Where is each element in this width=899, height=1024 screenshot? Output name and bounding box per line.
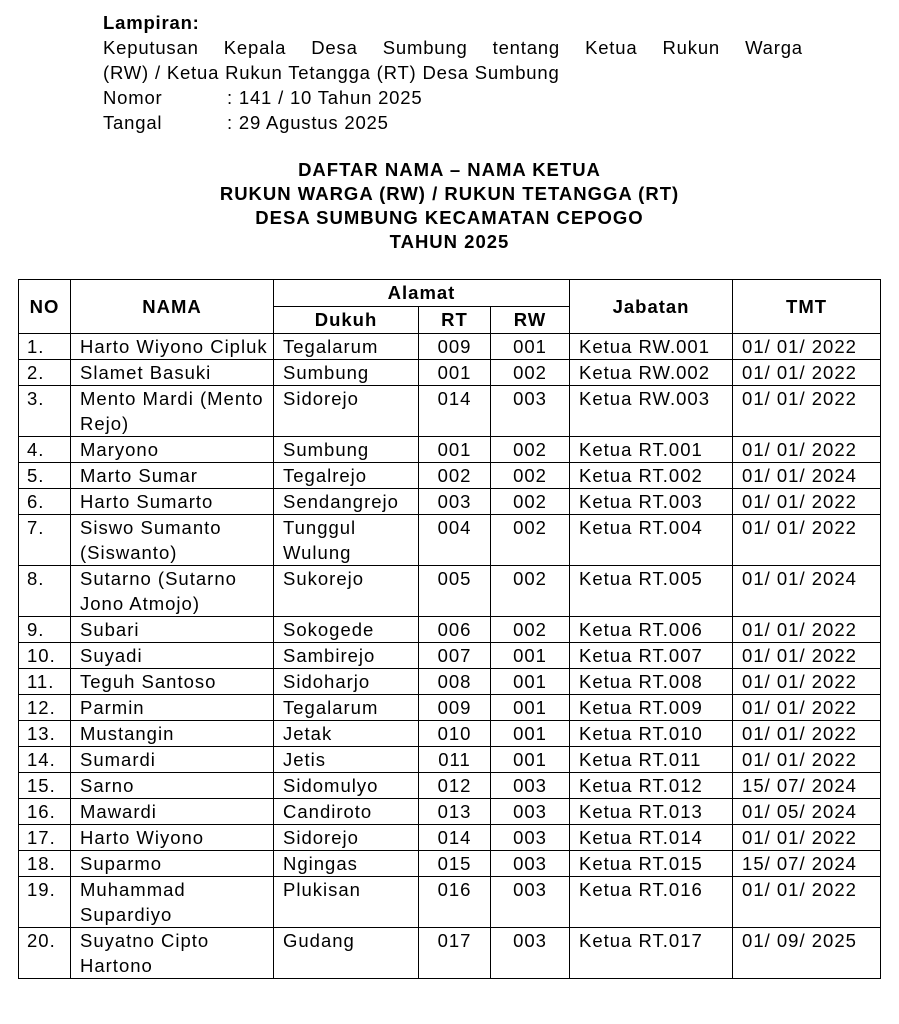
dukuh-cell: Plukisan	[274, 877, 419, 928]
table-row	[19, 747, 881, 773]
jabatan-cell: Ketua RT.011	[570, 747, 733, 773]
jabatan-cell: Ketua RT.014	[570, 825, 733, 851]
nomor-key: Nomor	[103, 87, 163, 108]
jabatan-cell: Ketua RT.007	[570, 643, 733, 669]
nama-cell: Harto Wiyono	[71, 825, 274, 851]
tmt-cell: 01/ 01/ 2022	[733, 877, 881, 928]
no-cell: 1.	[19, 334, 71, 360]
jabatan-cell: Ketua RW.002	[570, 360, 733, 386]
dukuh-cell: Sidoharjo	[274, 669, 419, 695]
table-row	[19, 463, 881, 489]
jabatan-cell: Ketua RW.003	[570, 386, 733, 437]
col-rt-header: RT	[419, 307, 491, 334]
nama-cell: Muhammad Supardiyo	[71, 877, 274, 928]
tmt-cell: 01/ 01/ 2022	[733, 489, 881, 515]
no-cell: 17.	[19, 825, 71, 851]
dukuh-cell: Sumbung	[274, 360, 419, 386]
rw-cell: 003	[491, 799, 570, 825]
dukuh-cell: Tegalarum	[274, 334, 419, 360]
table-row	[19, 669, 881, 695]
rw-cell: 001	[491, 643, 570, 669]
title-line-4: TAHUN 2025	[389, 231, 510, 252]
rt-cell: 010	[419, 721, 491, 747]
rw-cell: 003	[491, 928, 570, 979]
rt-cell: 001	[419, 437, 491, 463]
table-row	[19, 695, 881, 721]
keputusan-word: Warga	[745, 37, 803, 58]
tmt-cell: 01/ 05/ 2024	[733, 799, 881, 825]
nama-cell: Sutarno (Sutarno Jono Atmojo)	[71, 566, 274, 617]
no-cell: 10.	[19, 643, 71, 669]
tmt-cell: 01/ 01/ 2022	[733, 515, 881, 566]
tmt-cell: 01/ 01/ 2022	[733, 334, 881, 360]
jabatan-cell: Ketua RT.004	[570, 515, 733, 566]
header-row	[19, 280, 881, 307]
no-cell: 3.	[19, 386, 71, 437]
table-row	[19, 437, 881, 463]
rt-cell: 015	[419, 851, 491, 877]
title-line-1: DAFTAR NAMA – NAMA KETUA	[298, 159, 601, 180]
tmt-cell: 01/ 01/ 2022	[733, 825, 881, 851]
dukuh-cell: Sukorejo	[274, 566, 419, 617]
rw-cell: 002	[491, 566, 570, 617]
keputusan-word: tentang	[492, 37, 560, 58]
nama-cell: Mustangin	[71, 721, 274, 747]
tmt-cell: 01/ 01/ 2022	[733, 695, 881, 721]
rw-cell: 003	[491, 825, 570, 851]
rt-cell: 009	[419, 695, 491, 721]
dukuh-cell: Ngingas	[274, 851, 419, 877]
jabatan-cell: Ketua RT.009	[570, 695, 733, 721]
nama-cell: Sarno	[71, 773, 274, 799]
nama-cell: Mento Mardi (Mento Rejo)	[71, 386, 274, 437]
dukuh-cell: Sumbung	[274, 437, 419, 463]
table-row	[19, 386, 881, 437]
keputusan-line	[103, 35, 803, 60]
no-cell: 18.	[19, 851, 71, 877]
nama-cell: Harto Sumarto	[71, 489, 274, 515]
jabatan-cell: Ketua RT.012	[570, 773, 733, 799]
no-cell: 19.	[19, 877, 71, 928]
rw-cell: 001	[491, 695, 570, 721]
tmt-cell: 01/ 01/ 2022	[733, 617, 881, 643]
document-header	[103, 10, 803, 135]
rw-cell: 001	[491, 747, 570, 773]
dukuh-cell: Sidorejo	[274, 386, 419, 437]
title-line-3: DESA SUMBUNG KECAMATAN CEPOGO	[255, 207, 644, 228]
table-row	[19, 799, 881, 825]
rt-cell: 016	[419, 877, 491, 928]
table-row	[19, 928, 881, 979]
no-cell: 5.	[19, 463, 71, 489]
table-row	[19, 825, 881, 851]
nama-cell: Harto Wiyono Cipluk	[71, 334, 274, 360]
dukuh-cell: Tunggul Wulung	[274, 515, 419, 566]
dukuh-cell: Sidomulyo	[274, 773, 419, 799]
nama-cell: Marto Sumar	[71, 463, 274, 489]
col-jabatan-header: Jabatan	[570, 280, 733, 334]
rw-cell: 001	[491, 721, 570, 747]
tmt-cell: 01/ 09/ 2025	[733, 928, 881, 979]
nama-cell: Teguh Santoso	[71, 669, 274, 695]
rw-cell: 001	[491, 669, 570, 695]
no-cell: 15.	[19, 773, 71, 799]
rw-cell: 001	[491, 334, 570, 360]
rw-cell: 003	[491, 851, 570, 877]
keputusan-word: Rukun	[662, 37, 720, 58]
dukuh-cell: Candiroto	[274, 799, 419, 825]
keputusan-word: Keputusan	[103, 37, 199, 58]
ketua-table	[18, 279, 881, 979]
table-row	[19, 773, 881, 799]
jabatan-cell: Ketua RT.017	[570, 928, 733, 979]
nama-cell: Suyadi	[71, 643, 274, 669]
document-title	[0, 158, 899, 254]
rt-cell: 006	[419, 617, 491, 643]
jabatan-cell: Ketua RT.003	[570, 489, 733, 515]
tmt-cell: 01/ 01/ 2022	[733, 643, 881, 669]
rt-cell: 004	[419, 515, 491, 566]
nama-cell: Suparmo	[71, 851, 274, 877]
rt-cell: 002	[419, 463, 491, 489]
rt-cell: 003	[419, 489, 491, 515]
jabatan-cell: Ketua RT.005	[570, 566, 733, 617]
jabatan-cell: Ketua RW.001	[570, 334, 733, 360]
jabatan-cell: Ketua RT.008	[570, 669, 733, 695]
col-dukuh-header: Dukuh	[274, 307, 419, 334]
rt-cell: 007	[419, 643, 491, 669]
nama-cell: Suyatno Cipto Hartono	[71, 928, 274, 979]
rw-cell: 002	[491, 515, 570, 566]
rw-cell: 002	[491, 617, 570, 643]
rw-cell: 003	[491, 877, 570, 928]
rw-cell: 002	[491, 437, 570, 463]
jabatan-cell: Ketua RT.006	[570, 617, 733, 643]
col-tmt-header: TMT	[733, 280, 881, 334]
rt-cell: 009	[419, 334, 491, 360]
rt-cell: 011	[419, 747, 491, 773]
rt-cell: 008	[419, 669, 491, 695]
jabatan-cell: Ketua RT.016	[570, 877, 733, 928]
title-line-2: RUKUN WARGA (RW) / RUKUN TETANGGA (RT)	[219, 183, 680, 204]
tangal-line	[103, 110, 803, 135]
col-nama-header: NAMA	[71, 280, 274, 334]
table-row	[19, 617, 881, 643]
tangal-key: Tangal	[103, 112, 163, 133]
table-row	[19, 515, 881, 566]
no-cell: 12.	[19, 695, 71, 721]
col-no-header: NO	[19, 280, 71, 334]
rw-cell: 003	[491, 773, 570, 799]
rw-cell: 002	[491, 463, 570, 489]
no-cell: 2.	[19, 360, 71, 386]
nama-cell: Mawardi	[71, 799, 274, 825]
no-cell: 13.	[19, 721, 71, 747]
rt-cell: 017	[419, 928, 491, 979]
tmt-cell: 01/ 01/ 2022	[733, 721, 881, 747]
dukuh-cell: Jetak	[274, 721, 419, 747]
keputusan-word: Desa	[311, 37, 358, 58]
no-cell: 6.	[19, 489, 71, 515]
keputusan-word: Kepala	[223, 37, 287, 58]
jabatan-cell: Ketua RT.001	[570, 437, 733, 463]
nama-cell: Sumardi	[71, 747, 274, 773]
rw-cell: 002	[491, 489, 570, 515]
table-row	[19, 851, 881, 877]
tmt-cell: 01/ 01/ 2022	[733, 747, 881, 773]
rt-cell: 014	[419, 386, 491, 437]
lampiran-label: Lampiran:	[103, 12, 200, 33]
nomor-line	[103, 85, 803, 110]
jabatan-cell: Ketua RT.013	[570, 799, 733, 825]
dukuh-cell: Tegalarum	[274, 695, 419, 721]
no-cell: 8.	[19, 566, 71, 617]
col-rw-header: RW	[491, 307, 570, 334]
jabatan-cell: Ketua RT.015	[570, 851, 733, 877]
no-cell: 14.	[19, 747, 71, 773]
dukuh-cell: Tegalrejo	[274, 463, 419, 489]
dukuh-cell: Sokogede	[274, 617, 419, 643]
tmt-cell: 15/ 07/ 2024	[733, 773, 881, 799]
tmt-cell: 01/ 01/ 2024	[733, 463, 881, 489]
dukuh-cell: Sambirejo	[274, 643, 419, 669]
table-row	[19, 877, 881, 928]
tmt-cell: 01/ 01/ 2022	[733, 360, 881, 386]
tmt-cell: 01/ 01/ 2022	[733, 437, 881, 463]
no-cell: 20.	[19, 928, 71, 979]
table-row	[19, 334, 881, 360]
keputusan-word: Sumbung	[382, 37, 468, 58]
dukuh-cell: Sidorejo	[274, 825, 419, 851]
table-row	[19, 643, 881, 669]
dukuh-cell: Sendangrejo	[274, 489, 419, 515]
jabatan-cell: Ketua RT.002	[570, 463, 733, 489]
rw-cell: 003	[491, 386, 570, 437]
nama-cell: Subari	[71, 617, 274, 643]
rt-cell: 012	[419, 773, 491, 799]
no-cell: 9.	[19, 617, 71, 643]
no-cell: 7.	[19, 515, 71, 566]
table-row	[19, 566, 881, 617]
rt-cell: 005	[419, 566, 491, 617]
nama-cell: Slamet Basuki	[71, 360, 274, 386]
table-row	[19, 360, 881, 386]
tmt-cell: 15/ 07/ 2024	[733, 851, 881, 877]
tmt-cell: 01/ 01/ 2022	[733, 669, 881, 695]
no-cell: 11.	[19, 669, 71, 695]
rt-cell: 014	[419, 825, 491, 851]
no-cell: 4.	[19, 437, 71, 463]
nama-cell: Parmin	[71, 695, 274, 721]
table-row	[19, 489, 881, 515]
rt-cell: 001	[419, 360, 491, 386]
rw-cell: 002	[491, 360, 570, 386]
tangal-value: : 29 Agustus 2025	[227, 112, 389, 133]
dukuh-cell: Gudang	[274, 928, 419, 979]
keputusan-word: Ketua	[585, 37, 638, 58]
keputusan-line-2: (RW) / Ketua Rukun Tetangga (RT) Desa Sumbung	[103, 62, 560, 83]
nama-cell: Maryono	[71, 437, 274, 463]
tmt-cell: 01/ 01/ 2024	[733, 566, 881, 617]
nomor-value: : 141 / 10 Tahun 2025	[227, 87, 423, 108]
dukuh-cell: Jetis	[274, 747, 419, 773]
nama-cell: Siswo Sumanto (Siswanto)	[71, 515, 274, 566]
jabatan-cell: Ketua RT.010	[570, 721, 733, 747]
col-alamat-header: Alamat	[274, 280, 570, 307]
no-cell: 16.	[19, 799, 71, 825]
table-row	[19, 721, 881, 747]
rt-cell: 013	[419, 799, 491, 825]
tmt-cell: 01/ 01/ 2022	[733, 386, 881, 437]
